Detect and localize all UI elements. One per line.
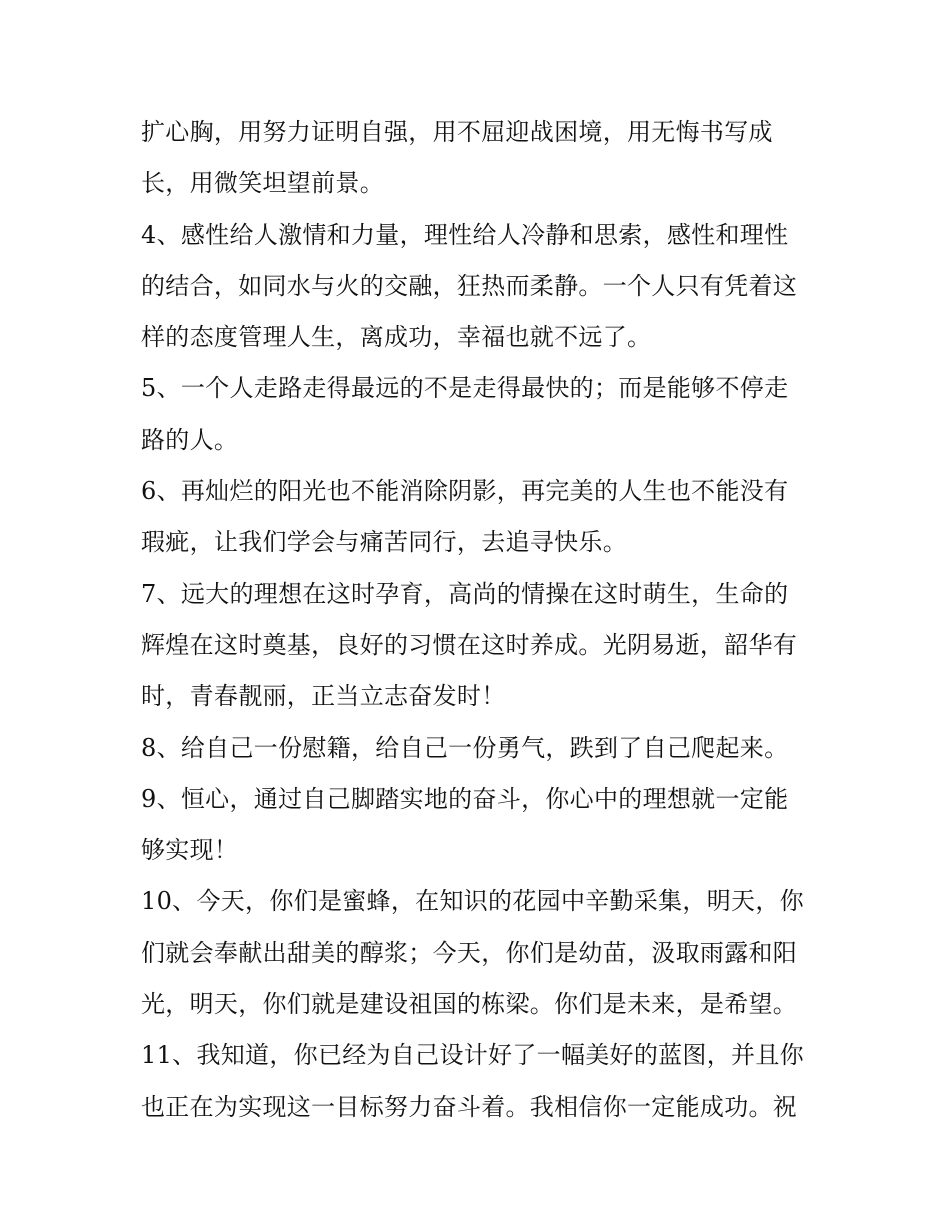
text-line: 辉煌在这时奠基，良好的习惯在这时养成。光阴易逝，韶华有 (141, 630, 798, 659)
text-line: 路的人。 (141, 425, 239, 454)
text-line: 光，明天，你们就是建设祖国的栋梁。你们是未来，是希望。 (141, 990, 798, 1019)
text-line: 长，用微笑坦望前景。 (141, 169, 384, 198)
text-line: 7、远大的理想在这时孕育，高尚的情操在这时萌生，生命的 (141, 579, 789, 608)
text-line: 瑕疵，让我们学会与痛苦同行，去追寻快乐。 (141, 528, 627, 557)
text-line: 够实现！ (141, 836, 239, 865)
text-line: 10、今天，你们是蜜蜂，在知识的花园中辛勤采集，明天，你 (141, 887, 804, 916)
text-line: 样的态度管理人生，离成功，幸福也就不远了。 (141, 323, 652, 352)
text-line: 扩心胸，用努力证明自强，用不屈迎战困境，用无悔书写成 (141, 118, 773, 146)
text-line: 们就会奉献出甜美的醇浆；今天，你们是幼苗，汲取雨露和阳 (141, 938, 798, 967)
text-line: 4、感性给人激情和力量，理性给人冷静和思索，感性和理性 (141, 220, 789, 249)
text-line: 11、我知道，你已经为自己设计好了一幅美好的蓝图，并且你 (141, 1041, 804, 1070)
text-line: 6、再灿烂的阳光也不能消除阴影，再完美的人生也不能没有 (141, 477, 789, 506)
text-line: 9、恒心，通过自己脚踏实地的奋斗，你心中的理想就一定能 (141, 784, 789, 813)
text-line: 5、一个人走路走得最远的不是走得最快的；而是能够不停走 (141, 374, 789, 403)
text-line: 时，青春靓丽，正当立志奋发时！ (141, 682, 506, 711)
body-text (141, 107, 821, 1133)
text-line: 8、给自己一份慰籍，给自己一份勇气，跌到了自己爬起来。 (141, 733, 789, 762)
text-line: 也正在为实现这一目标努力奋斗着。我相信你一定能成功。祝 (141, 1092, 798, 1121)
text-line: 的结合，如同水与火的交融，狂热而柔静。一个人只有凭着这 (141, 271, 798, 300)
